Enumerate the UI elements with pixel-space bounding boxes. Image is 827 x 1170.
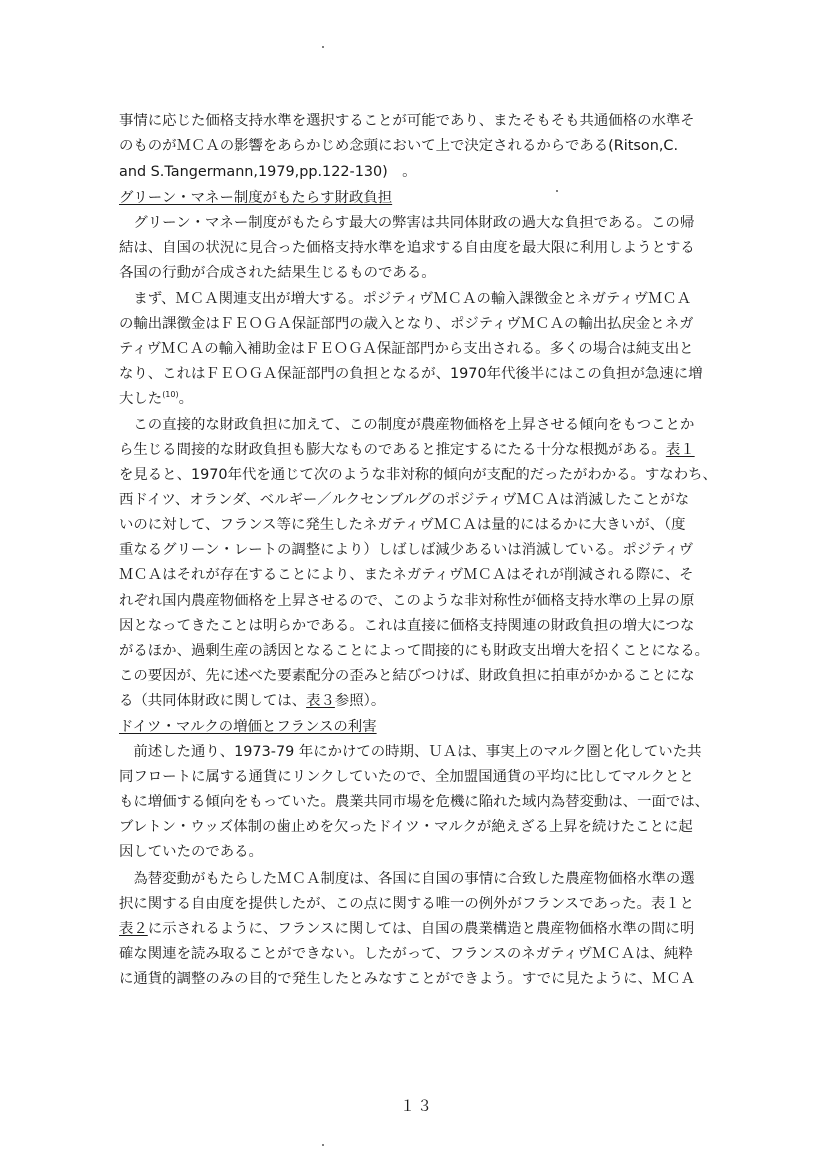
text-line-6: 結は、自国の状況に見合った価格支持水準を追求する自由度を最大限に利用しようとする bbox=[119, 240, 695, 256]
table2-ref-link[interactable]: 表２ bbox=[119, 921, 148, 937]
section-heading-green-money: グリーン・マネー制度がもたらす財政負担 bbox=[119, 190, 393, 206]
text-segment: 。 bbox=[178, 391, 194, 407]
text-segment: に示されるように、フランスに関しては、自国の農業構造と農産物価格水準の間に明 bbox=[147, 921, 695, 937]
scan-speck bbox=[556, 190, 558, 192]
text-line-28: もに増価する傾向をもっていた。農業共同市場を危機に陥れた域内為替変動は、一面では、 bbox=[119, 794, 710, 810]
text-line-34: 確な関連を読み取ることができない。したがって、フランスのネガティヴＭＣＡは、純粋 bbox=[119, 946, 693, 962]
text-line-24 bbox=[119, 692, 729, 710]
text-line-5: グリーン・マネー制度がもたらす最大の弊害は共同体財政の過大な負担である。この帰 bbox=[119, 215, 695, 231]
text-segment: る（共同体財政に関しては、 bbox=[119, 693, 307, 709]
footnote-ref: (10) bbox=[162, 390, 179, 400]
section-heading-mark: ドイツ・マルクの増価とフランスの利害 bbox=[119, 719, 377, 735]
text-line-33 bbox=[119, 920, 729, 938]
text-line-8: まず、ＭＣＡ関連支出が増大する。ポジティヴＭＣＡの輸入課徴金とネガティヴＭＣＡ bbox=[119, 291, 692, 307]
text-line-12 bbox=[119, 390, 729, 408]
text-line-11: なり、これはＦＥＯＧＡ保証部門の負担となるが、1970年代後半にはこの負担が急速に増 bbox=[119, 366, 703, 382]
text-line-17: いのに対して、フランス等に発生したネガティヴＭＣＡは量的にはるかに大きいが、（度 bbox=[119, 517, 686, 533]
text-line-10: ティヴＭＣＡの輸入補助金はＦＥＯＧＡ保証部門から支出される。多くの場合は純支出と bbox=[119, 341, 694, 357]
text-line-19: ＭＣＡはそれが存在することにより、またネガティヴＭＣＡはそれが削減される際に、そ bbox=[119, 567, 694, 583]
text-line-3: and S.Tangermann,1979,pp.122-130) 。 bbox=[119, 164, 417, 180]
text-line-20: れぞれ国内農産物価格を上昇させるので、このような非対称性が価格支持水準の上昇の原 bbox=[119, 593, 695, 609]
text-line-9: の輸出課徴金はＦＥＯＧＡ保証部門の歳入となり、ポジティヴＭＣＡの輸出払戻金とネガ bbox=[119, 316, 694, 332]
text-segment: ら生じる間接的な財政負担も膨大なものであると推定するにたる十分な根拠がある。 bbox=[119, 442, 666, 458]
text-line-35: に通貨的調整のみの目的で発生したとみなすことができよう。すでに見たように、ＭＣＡ bbox=[119, 971, 696, 987]
text-line-31: 為替変動がもたらしたＭＣＡ制度は、各国に自国の事情に合致した農産物価格水準の選 bbox=[119, 871, 695, 887]
text-line-1: 事情に応じた価格支持水準を選択することが可能であり、またそもそも共通価格の水準そ bbox=[119, 113, 695, 129]
text-line-22: がるほか、過剰生産の誘因となることによって間接的にも財政支出増大を招くことになる。 bbox=[119, 643, 710, 659]
text-line-14 bbox=[119, 441, 729, 459]
text-line-18: 重なるグリーン・レートの調整により）しばしば減少あるいは消滅している。ポジティヴ bbox=[119, 542, 694, 558]
scan-speck bbox=[322, 1144, 324, 1146]
page-number: １３ bbox=[400, 1097, 435, 1115]
text-line-21: 因となってきたことは明らかである。これは直接に価格支持関連の財政負担の増大につな bbox=[119, 618, 695, 634]
text-line-2: のものがＭＣＡの影響をあらかじめ念頭において上で決定されるからである(Ritson,C. bbox=[119, 138, 679, 154]
text-line-7: 各国の行動が合成された結果生じるものである。 bbox=[119, 265, 436, 281]
scan-speck bbox=[322, 46, 324, 48]
text-line-23: この要因が、先に述べた要素配分の歪みと結びつけば、財政負担に拍車がかかることにな bbox=[119, 668, 695, 684]
text-segment: 大した bbox=[119, 391, 163, 407]
table3-ref-link[interactable]: 表３ bbox=[306, 693, 335, 709]
text-line-27: 同フロートに属する通貨にリンクしていたので、全加盟国通貨の平均に比してマルクとと bbox=[119, 769, 694, 785]
text-line-13: この直接的な財政負担に加えて、この制度が農産物価格を上昇させる傾向をもつことか bbox=[119, 417, 695, 433]
text-line-32: 択に関する自由度を提供したが、この点に関する唯一の例外がフランスであった。表１と bbox=[119, 896, 695, 912]
text-line-29: ブレトン・ウッズ体制の歯止めを欠ったドイツ・マルクが絶えざる上昇を続けたことに起 bbox=[119, 819, 693, 835]
text-line-26: 前述した通り、1973-79 年にかけての時期、ＵＡは、事実上のマルク圏と化していた共 bbox=[119, 744, 702, 760]
text-line-16: 西ドイツ、オランダ、ベルギー／ルクセンブルグのポジティヴＭＣＡは消滅したことがな bbox=[119, 492, 690, 508]
text-line-15: を見ると、1970年代を通じて次のような非対称的傾向が支配的だったがわかる。すなわち、 bbox=[119, 467, 717, 483]
table1-ref-link[interactable]: 表１ bbox=[665, 442, 695, 458]
text-segment: 参照）。 bbox=[334, 693, 386, 709]
text-line-30: 因していたのである。 bbox=[119, 844, 263, 860]
